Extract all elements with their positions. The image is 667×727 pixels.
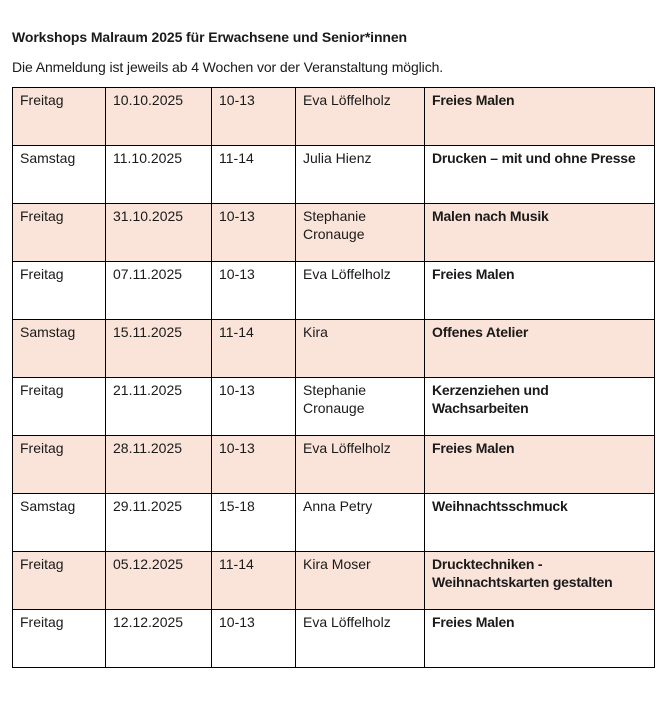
workshop-date-text: 31.10.2025 [113, 208, 184, 224]
workshop-day-text: Freitag [20, 440, 64, 456]
table-row [13, 436, 655, 494]
workshop-instructor-text: Eva Löffelholz [303, 614, 391, 630]
table-row [13, 88, 655, 146]
workshop-instructor-text: Kira Moser [303, 556, 371, 572]
workshop-schedule-table [12, 87, 655, 668]
workshop-instructor-cell [296, 552, 425, 610]
workshop-day-cell [13, 262, 106, 320]
workshop-date-cell [106, 204, 212, 262]
workshop-date-text: 12.12.2025 [113, 614, 184, 630]
workshop-day-cell [13, 146, 106, 204]
table-row [13, 378, 655, 436]
workshop-date-cell [106, 378, 212, 436]
workshop-day-text: Freitag [20, 556, 64, 572]
workshop-time-cell [212, 320, 296, 378]
workshop-time-cell [212, 436, 296, 494]
workshop-date-cell [106, 552, 212, 610]
workshop-day-text: Samstag [20, 498, 76, 514]
workshop-date-text: 10.10.2025 [113, 92, 184, 108]
workshop-time-cell [212, 552, 296, 610]
workshop-title-text: Freies Malen [432, 266, 515, 282]
workshop-date-text: 07.11.2025 [113, 266, 183, 282]
workshop-title-cell [425, 494, 655, 552]
workshop-day-cell [13, 204, 106, 262]
workshop-day-text: Freitag [20, 208, 64, 224]
workshop-title-text: Freies Malen [432, 92, 515, 108]
workshop-day-cell [13, 378, 106, 436]
workshop-instructor-text: Stephanie Cronauge [303, 208, 367, 242]
workshop-title-text: Drucktechniken - Weihnachtskarten gestalten [432, 556, 613, 590]
workshop-instructor-cell [296, 262, 425, 320]
workshop-title-cell [425, 146, 655, 204]
workshop-time-text: 11-14 [219, 324, 254, 340]
workshop-instructor-text: Anna Petry [303, 498, 373, 514]
workshop-instructor-cell [296, 436, 425, 494]
workshop-day-cell [13, 494, 106, 552]
workshop-instructor-cell [296, 88, 425, 146]
page-subtitle: Die Anmeldung ist jeweils ab 4 Wochen vor der Veranstaltung möglich. [12, 59, 444, 75]
workshop-day-text: Samstag [20, 324, 76, 340]
workshop-time-cell [212, 494, 296, 552]
workshop-date-cell [106, 146, 212, 204]
workshop-title-text: Drucken – mit und ohne Presse [432, 150, 636, 166]
workshop-date-cell [106, 262, 212, 320]
workshop-instructor-cell [296, 494, 425, 552]
workshop-instructor-text: Julia Hienz [303, 150, 372, 166]
table-row [13, 204, 655, 262]
workshop-day-cell [13, 88, 106, 146]
page-title: Workshops Malraum 2025 für Erwachsene und Senior*innen [12, 29, 408, 45]
workshop-time-cell [212, 378, 296, 436]
workshop-title-cell [425, 436, 655, 494]
workshop-day-text: Freitag [20, 614, 64, 630]
workshop-date-cell [106, 436, 212, 494]
workshop-day-text: Freitag [20, 382, 64, 398]
workshop-time-text: 11-14 [219, 150, 254, 166]
workshop-title-cell [425, 204, 655, 262]
workshop-instructor-text: Eva Löffelholz [303, 440, 391, 456]
workshop-instructor-text: Eva Löffelholz [303, 266, 391, 282]
workshop-time-cell [212, 146, 296, 204]
workshop-title-text: Freies Malen [432, 440, 515, 456]
workshop-date-cell [106, 320, 212, 378]
workshop-title-cell [425, 320, 655, 378]
workshop-instructor-text: Kira [303, 324, 328, 340]
table-row [13, 146, 655, 204]
workshop-date-text: 28.11.2025 [113, 440, 183, 456]
workshop-day-cell [13, 320, 106, 378]
workshop-time-text: 11-14 [219, 556, 254, 572]
workshop-time-text: 10-13 [219, 382, 255, 398]
workshop-title-text: Malen nach Musik [432, 208, 549, 224]
workshop-schedule-body [13, 88, 655, 668]
workshop-date-text: 15.11.2025 [113, 324, 183, 340]
workshop-date-cell [106, 610, 212, 668]
workshop-time-text: 10-13 [219, 614, 255, 630]
workshop-day-cell [13, 610, 106, 668]
workshop-day-cell [13, 552, 106, 610]
workshop-instructor-cell [296, 610, 425, 668]
workshop-time-cell [212, 610, 296, 668]
workshop-instructor-cell [296, 320, 425, 378]
workshop-instructor-cell [296, 146, 425, 204]
workshop-time-cell [212, 204, 296, 262]
workshop-instructor-cell [296, 204, 425, 262]
workshop-title-text: Kerzenziehen und Wachsarbeiten [432, 382, 549, 416]
workshop-date-cell [106, 88, 212, 146]
table-row [13, 494, 655, 552]
workshop-date-text: 29.11.2025 [113, 498, 183, 514]
workshop-time-cell [212, 262, 296, 320]
workshop-date-text: 11.10.2025 [113, 150, 183, 166]
workshop-time-cell [212, 88, 296, 146]
workshop-title-cell [425, 610, 655, 668]
workshop-date-text: 05.12.2025 [113, 556, 184, 572]
workshop-day-cell [13, 436, 106, 494]
table-row [13, 610, 655, 668]
workshop-title-cell [425, 552, 655, 610]
workshop-time-text: 10-13 [219, 266, 255, 282]
workshop-title-cell [425, 262, 655, 320]
workshop-instructor-text: Stephanie Cronauge [303, 382, 367, 416]
workshop-title-cell [425, 88, 655, 146]
workshop-instructor-cell [296, 378, 425, 436]
workshop-title-text: Offenes Atelier [432, 324, 529, 340]
workshop-title-text: Freies Malen [432, 614, 515, 630]
workshop-day-text: Freitag [20, 92, 64, 108]
workshop-time-text: 10-13 [219, 92, 255, 108]
table-row [13, 262, 655, 320]
workshop-day-text: Samstag [20, 150, 76, 166]
workshop-title-cell [425, 378, 655, 436]
workshop-title-text: Weihnachtsschmuck [432, 498, 568, 514]
workshop-time-text: 15-18 [219, 498, 255, 514]
workshop-time-text: 10-13 [219, 440, 255, 456]
workshop-day-text: Freitag [20, 266, 64, 282]
workshop-time-text: 10-13 [219, 208, 255, 224]
table-row [13, 320, 655, 378]
workshop-date-cell [106, 494, 212, 552]
workshop-instructor-text: Eva Löffelholz [303, 92, 391, 108]
workshop-date-text: 21.11.2025 [113, 382, 183, 398]
table-row [13, 552, 655, 610]
